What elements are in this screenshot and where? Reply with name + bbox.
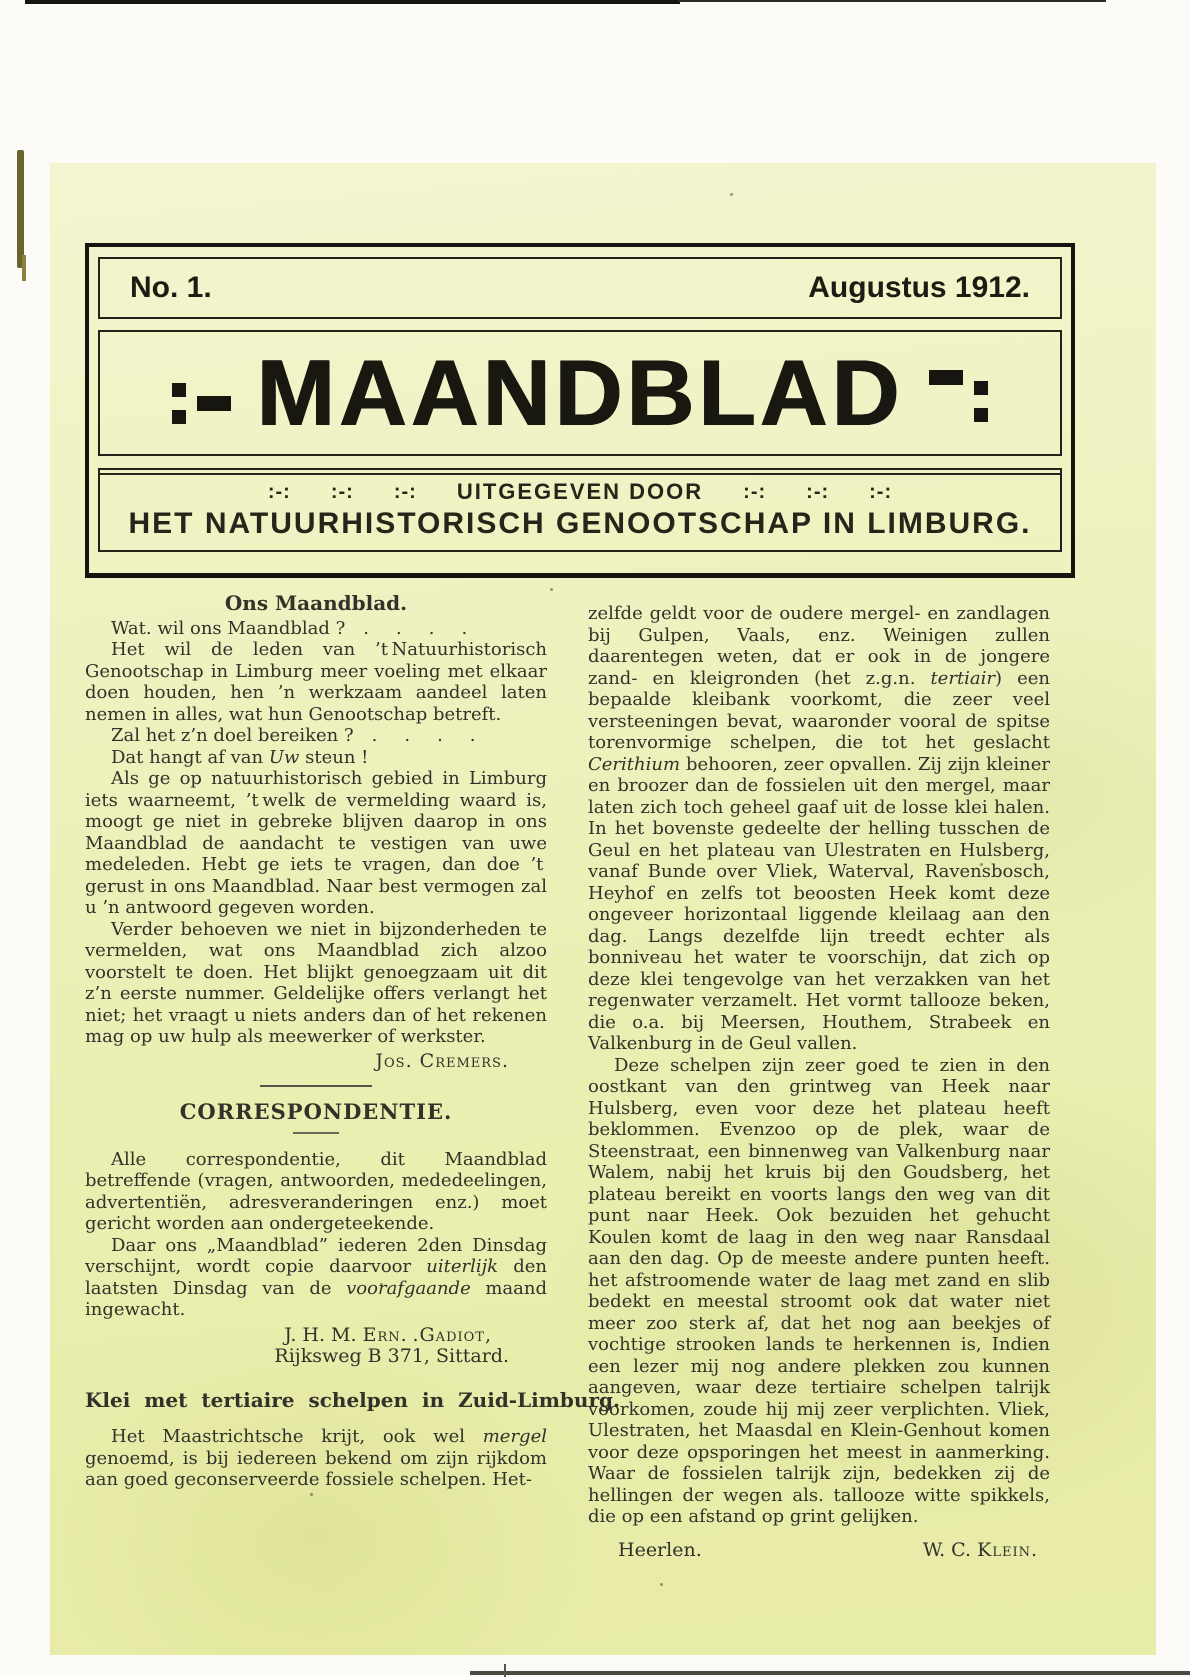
signature-gadiot-name [85, 1325, 547, 1347]
paragraph [85, 1235, 547, 1321]
text-segment: steun ! [299, 746, 369, 768]
paragraph [85, 725, 547, 747]
text-segment: Daar ons „Maandblad” iederen 2den Dinsdag verschijnt, wordt copie daarvoor [85, 1234, 547, 1277]
text-segment: maand ingewacht. [85, 1277, 547, 1320]
journal-title: MAANDBLAD [256, 340, 904, 445]
text-segment: Wat. wil ons Maandblad ? . . . . [111, 617, 468, 639]
right-column-body [588, 603, 1050, 1528]
section3-body [85, 1426, 547, 1491]
left-column [85, 591, 620, 1491]
right-column [588, 603, 1050, 1561]
colon-dash-ornament: :-: [330, 480, 354, 503]
text-segment: W. C. [922, 1538, 978, 1561]
section-divider [260, 1085, 372, 1087]
issue-date: Augustus 1912. [808, 271, 1030, 304]
text-segment: Klein. [977, 1538, 1038, 1561]
text-segment: voorafgaande [346, 1277, 471, 1299]
text-segment: Het Maastrichtsche krijt, ook wel [111, 1426, 483, 1447]
text-segment: Zal het z’n doel bereiken ? . . . . [111, 725, 476, 746]
paragraph [85, 618, 547, 640]
text-segment: den laatsten Dinsdag van de [85, 1256, 547, 1299]
text-segment: behooren, zeer opvallen. Zij zijn kleiner en broozer dan de fossielen uit den mergel, maar laten zich toch geheel gaaf uit de losse klei halen. In het bovenste gedeelte der helling tusschen de Geul en het plateau van Ulestraten en Hulsberg, vanaf Bunde over Vliek, Waterval, Ravensbosch, Heyhof en zelfs tot beoosten Heek komt deze ongeveer horizontaal liggende kleilaag aan den dag. Langs dezelfde lijn treedt echter als bonniveau het water te voorschijn, dat zich op deze klei tengevolge van het verzakken van het regenwater verzamelt. Het vormt tallooze beken, die o.a. bij Meersen, Houthem, Strabeek en Valkenburg in de Geul vallen. [588, 753, 1050, 1054]
signature-jos-cremers [85, 1051, 547, 1073]
publisher-name: HET NATUURHISTORISCH GENOOTSCHAP IN LIMBURG. [128, 507, 1032, 540]
colon-dash-ornament: :-: [743, 480, 767, 503]
scan-speck [730, 193, 733, 196]
published-by-label: UITGEGEVEN DOOR [456, 479, 704, 504]
scan-edge-tick [504, 1664, 506, 1677]
text-segment: J. H. M. [284, 1323, 363, 1346]
text-segment: Rijksweg B 371, Sittard. [274, 1345, 509, 1367]
colon-dash-ornament: :-: [869, 480, 893, 503]
scan-binding-mark-small [22, 255, 26, 281]
text-segment: uiterlijk [426, 1256, 499, 1277]
masthead-title-box [98, 330, 1062, 456]
paragraph [85, 919, 547, 1048]
text-segment: mergel [482, 1426, 547, 1447]
paper-page [50, 163, 1156, 1655]
scan-speck [550, 588, 553, 591]
footer-place: Heerlen. [618, 1538, 702, 1561]
scan-edge-line-top-thin [678, 0, 1106, 2]
text-segment: ) een bepaalde kleibank voorkomt, die zeer veel versteeningen bevat, waaronder vooral de spitse torenvormige schelpen, die tot het geslacht [588, 667, 1050, 753]
text-segment: Cerithium [588, 753, 681, 775]
issue-date-row [98, 257, 1062, 319]
paragraph [85, 1149, 547, 1235]
text-segment: Dat hangt af van [111, 746, 269, 768]
paragraph [85, 747, 547, 769]
text-segment: genoemd, is bij iedereen bekend om zijn rijkdom aan goed geconserveerde fossiele schelpen. Het- [85, 1447, 547, 1490]
issue-number: No. 1. [130, 271, 212, 304]
text-segment: zelfde geldt voor de oudere mergel- en zandlagen bij Gulpen, Vaals, enz. Weinigen zullen daarentegen weten, dat er ook in de jongere zand- en kleigronden (het z.g.n. [588, 603, 1050, 689]
text-segment: Alle correspondentie, dit Maandblad betreffende (vragen, antwoorden, mededeelingen, advertentiën, adresveranderingen enz.) moet gericht worden aan ondergeteekende. [85, 1148, 547, 1234]
section-heading-klei: Klei met tertiaire schelpen in Zuid-Limburg. [85, 1387, 620, 1412]
colon-dash-ornament: :-: [806, 480, 830, 503]
section-heading-correspondentie: CORRESPONDENTIE. [179, 1099, 453, 1124]
scan-speck [660, 1583, 663, 1586]
colon-dash-ornament: :-: [267, 480, 291, 503]
text-segment: Verder behoeven we niet in bijzonderheden te vermelden, wat ons Maandblad zich alzoo voorstelt te doen. Het blijkt genoegzaam uit dit z’n eerste nummer. Geldelijke offers verlangt het niet; het vraagt u niets anders dan of het rekenen mag op uw hulp als meewerker of werkster. [85, 918, 547, 1047]
publisher-box [98, 468, 1062, 552]
text-segment: Jos. Cremers. [375, 1049, 509, 1072]
article-footer [588, 1540, 1050, 1562]
colon-dash-ornament: :-: [393, 480, 417, 503]
text-segment: Deze schelpen zijn zeer goed te zien in den oostkant van den grintweg van Heek naar Hulsberg, even voor deze het plateau heeft beklommen. Evenzoo op de plek, waar de Steenstraat, een binnenweg van Valkenburg naar Walem, nabij het kruis bij den Goudsberg, het plateau bereikt en voorts langs den weg van dit punt naar Heek. Ook bezuiden het gehucht Koulen komt de laag in den weg naar Ransdaal aan den dag. Op de meeste andere punten heeft. het afstroomende water de laag met zand en slib bedekt en meestal stroomt ook dat water niet meer zoo sterk af, dat het nog aan beekjes of vochtige strooken lands te herkennen is, Indien een lezer mij nog andere plekken zou kunnen aangeven, waar deze tertiaire schelpen talrijk voorkomen, zoude hij mij zeer verplichten. Vliek, Ulestraten, het Maasdal en Klein-Genhout komen voor deze opsporingen het meest in aanmerking. Waar de fossielen talrijk zijn, bedekken zij de hellingen der wegen als. tallooze witte spikkels, die op een afstand op grint gelijken. [588, 1054, 1050, 1527]
paragraph [588, 603, 1050, 1055]
publisher-line1 [268, 479, 892, 505]
colon-dash-ornament-left [172, 383, 231, 424]
scan-edge-line-bottom [470, 1671, 1190, 1675]
paragraph [85, 639, 547, 725]
signature-gadiot-address [85, 1346, 547, 1368]
scan-binding-mark [17, 150, 24, 268]
masthead-frame [85, 243, 1075, 578]
paragraph [588, 1055, 1050, 1528]
dash-colon-ornament-right [929, 373, 988, 414]
text-segment: Als ge op natuurhistorisch gebied in Limburg iets waarneemt, ’t welk de vermelding waard is, moogt ge niet in gebreke blijven daarop in ons Maandblad de aandacht te vestigen van uwe medeleden. Hebt ge iets te vragen, dan doe ’t gerust in ons Maandblad. Naar best vermogen zal u ’n antwoord gegeven worden. [85, 768, 547, 918]
section1-body [85, 618, 547, 1048]
text-segment: tertiair [930, 667, 996, 689]
section-heading-ons-maandblad: Ons Maandblad. [224, 591, 408, 615]
scan-speck [310, 1493, 313, 1496]
signature-wc-klein [923, 1540, 1038, 1562]
text-segment: Uw [268, 746, 300, 768]
paragraph [85, 1426, 547, 1491]
paragraph [85, 768, 547, 919]
scan-edge-line-top [25, 0, 680, 4]
text-segment: Het wil de leden van ’t Natuurhistorisch Genootschap in Limburg meer voeling met elkaar doen houden, hen ’n werkzaam aandeel laten nemen in alles, wat hun Genootschap betreft. [85, 639, 547, 725]
text-segment: Ern. .Gadiot, [362, 1323, 492, 1346]
section2-body [85, 1149, 547, 1321]
heading-underline [293, 1132, 339, 1134]
